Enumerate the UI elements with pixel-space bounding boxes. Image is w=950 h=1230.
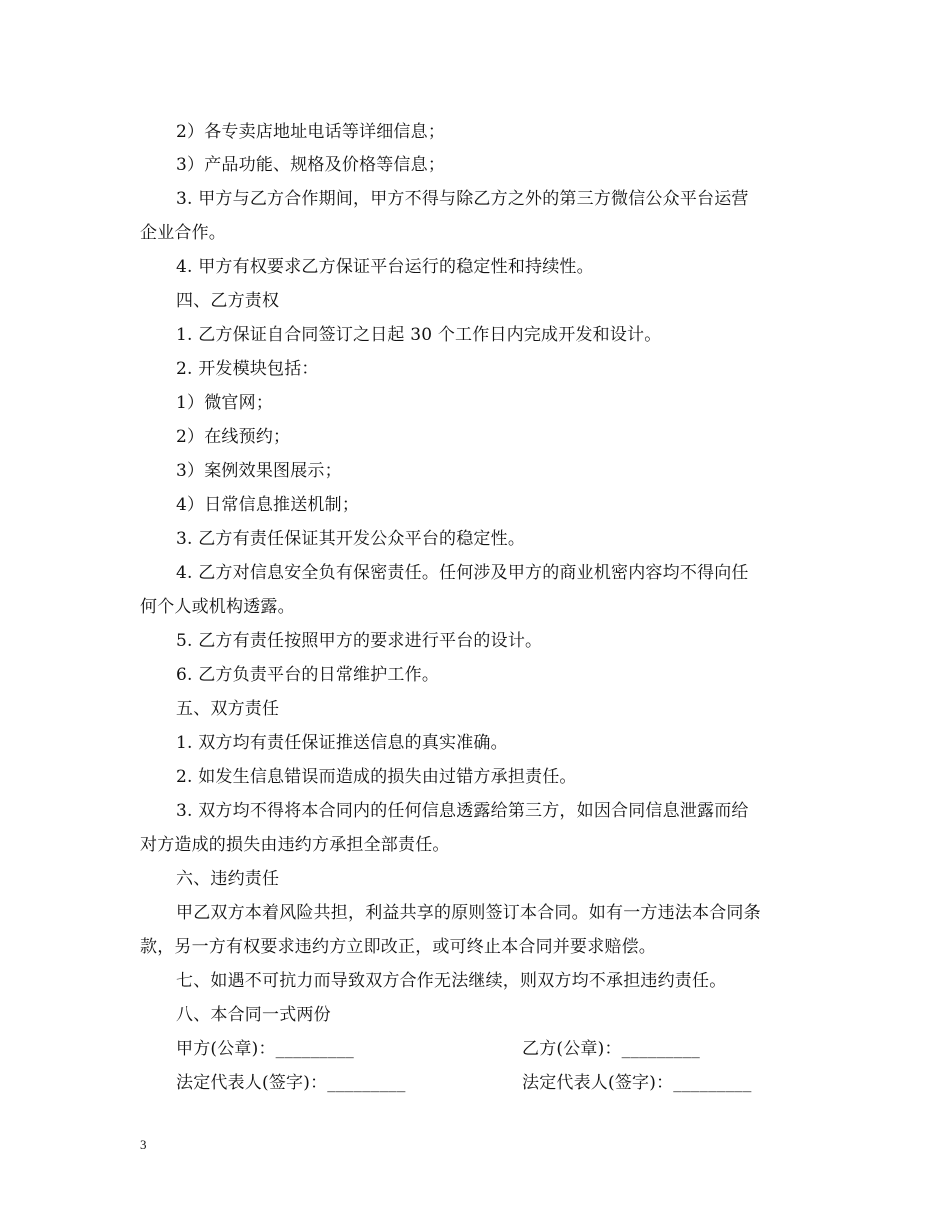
list-item: 4）日常信息推送机制； bbox=[176, 495, 360, 515]
party-b-seal-field: 乙方(公章)：_________ bbox=[522, 1039, 700, 1059]
paragraph-line: 2. 如发生信息错误而造成的损失由过错方承担责任。 bbox=[176, 767, 577, 787]
paragraph-line: 5. 乙方有责任按照甲方的要求进行平台的设计。 bbox=[176, 631, 543, 651]
paragraph-line: 3. 双方均不得将本合同内的任何信息透露给第三方，如因合同信息泄露而给 bbox=[176, 801, 749, 821]
paragraph-line: 款，另一方有权要求违约方立即改正，或可终止本合同并要求赔偿。 bbox=[140, 937, 656, 957]
list-item: 2）在线预约； bbox=[176, 427, 291, 447]
paragraph-line: 3. 甲方与乙方合作期间，甲方不得与除乙方之外的第三方微信公众平台运营 bbox=[176, 189, 749, 209]
paragraph-line: 企业合作。 bbox=[140, 223, 226, 243]
section-heading: 五、双方责任 bbox=[176, 699, 280, 719]
paragraph-line: 甲乙双方本着风险共担，利益共享的原则签订本合同。如有一方违法本合同条 bbox=[176, 903, 761, 923]
paragraph-line: 6. 乙方负责平台的日常维护工作。 bbox=[176, 665, 440, 685]
list-item: 3）案例效果图展示； bbox=[176, 461, 342, 481]
paragraph-line: 3. 乙方有责任保证其开发公众平台的稳定性。 bbox=[176, 529, 526, 549]
page-number: 3 bbox=[140, 1137, 147, 1152]
paragraph-line: 1. 乙方保证自合同签订之日起 30 个工作日内完成开发和设计。 bbox=[176, 325, 662, 345]
list-item: 2）各专卖店地址电话等详细信息； bbox=[176, 122, 446, 142]
list-item: 1）微官网； bbox=[176, 393, 274, 413]
party-a-seal-field: 甲方(公章)：_________ bbox=[176, 1039, 354, 1059]
paragraph-line: 2. 开发模块包括： bbox=[176, 359, 319, 379]
party-b-representative-signature-field: 法定代表人(签字)：_________ bbox=[522, 1073, 752, 1093]
paragraph-line: 对方造成的损失由违约方承担全部责任。 bbox=[140, 835, 450, 855]
paragraph-line: 何个人或机构透露。 bbox=[140, 597, 295, 617]
paragraph-line: 4. 乙方对信息安全负有保密责任。任何涉及甲方的商业机密内容均不得向任 bbox=[176, 563, 749, 583]
paragraph-line: 4. 甲方有权要求乙方保证平台运行的稳定性和持续性。 bbox=[176, 257, 594, 277]
section-heading: 七、如遇不可抗力而导致双方合作无法继续，则双方均不承担违约责任。 bbox=[176, 971, 727, 991]
section-heading: 八、本合同一式两份 bbox=[176, 1005, 331, 1025]
section-heading: 四、乙方责权 bbox=[176, 291, 280, 311]
section-heading: 六、违约责任 bbox=[176, 869, 280, 889]
list-item: 3）产品功能、规格及价格等信息； bbox=[176, 155, 446, 175]
paragraph-line: 1. 双方均有责任保证推送信息的真实准确。 bbox=[176, 733, 508, 753]
party-a-representative-signature-field: 法定代表人(签字)：_________ bbox=[176, 1073, 406, 1093]
